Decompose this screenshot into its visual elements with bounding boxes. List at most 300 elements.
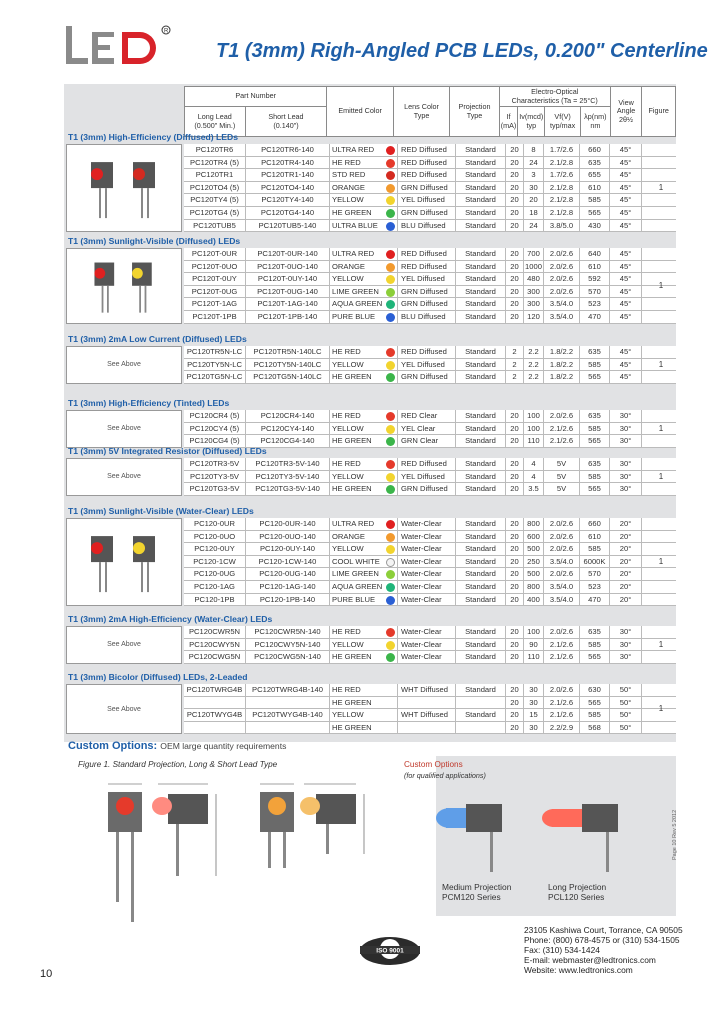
ledtronics-logo [66,24,186,70]
wavelength: 585 [580,639,610,651]
color-swatch-icon [386,437,395,446]
color-swatch-icon [386,425,395,434]
iv-value: 120 [524,311,544,323]
if-value: 20 [506,458,524,470]
view-angle: 45° [610,359,642,371]
iv-header: Iv(mcd) typ [518,107,545,137]
table-row [184,581,676,594]
part-long-lead: PC120TR5N-LC [184,346,246,358]
iv-value: 4 [524,471,544,483]
vf-value: 1.8/2.2 [544,346,580,358]
table-row [184,639,676,652]
lens-type: YEL Diffused [398,273,456,285]
part-short-lead: PC120TWYG4B-140 [246,709,330,721]
view-angle: 45° [610,144,642,156]
part-long-lead: PC120-1PB [184,594,246,606]
view-angle: 20° [610,543,642,555]
vf-value: 2.0/2.6 [544,261,580,273]
if-value: 20 [506,639,524,651]
figure-cell [642,220,676,232]
view-angle: 45° [610,194,642,206]
if-value: 20 [506,568,524,580]
if-value: 20 [506,483,524,495]
figure-cell [642,543,676,555]
section-title: T1 (3mm) Bicolor (Diffused) LEDs, 2-Leaded [68,672,248,682]
table-row [184,483,676,496]
part-short-lead: PC120TR6-140 [246,144,330,156]
view-angle: 20° [610,531,642,543]
color-swatch-icon [386,628,395,637]
lens-type: BLU Diffused [398,311,456,323]
lens-type: YEL Diffused [398,194,456,206]
if-value: 20 [506,410,524,422]
view-angle: 45° [610,182,642,194]
table-row [184,626,676,639]
if-value: 20 [506,543,524,555]
wavelength: 568 [580,722,610,734]
color-swatch-icon [386,545,395,554]
lens-type: GRN Diffused [398,182,456,194]
projection: Standard [456,220,506,232]
part-short-lead: PC120TR4-140 [246,157,330,169]
figure-cell [642,194,676,206]
figure-cell [642,410,676,422]
section-rows [184,410,676,448]
vf-value: 2.0/2.6 [544,568,580,580]
emitted-color: COOL WHITE [330,556,398,568]
section-title: T1 (3mm) Sunlight-Visible (Water-Clear) LEDs [68,506,254,516]
iv-value: 2.2 [524,346,544,358]
wavelength: 585 [580,543,610,555]
part-short-lead: PC120CY4-140 [246,423,330,435]
view-angle: 20° [610,568,642,580]
iv-value: 30 [524,182,544,194]
emitted-color: HE RED [330,410,398,422]
part-short-lead: PC120TY3-5V-140 [246,471,330,483]
short-lead-header: Short Lead (0.140") [245,107,327,137]
lens-type: RED Diffused [398,144,456,156]
product-photo [66,248,182,324]
lens-type: Water-Clear [398,568,456,580]
table-row [184,471,676,484]
part-long-lead: PC120-0UO [184,531,246,543]
lens-type: GRN Diffused [398,371,456,383]
figure-number: 1 [658,704,664,714]
view-angle: 45° [610,207,642,219]
part-long-lead: PC120TWYG4B [184,709,246,721]
iv-value: 800 [524,518,544,530]
part-short-lead: PC120TG5N-140LC [246,371,330,383]
figure-cell [642,261,676,273]
section-rows [184,626,676,664]
view-angle: 50° [610,709,642,721]
figure-cell [642,581,676,593]
if-value: 20 [506,531,524,543]
emitted-color: HE GREEN [330,651,398,663]
lens-type: RED Diffused [398,458,456,470]
color-swatch-icon [386,520,395,529]
color-swatch-icon [386,361,395,370]
table-row [184,261,676,274]
wavelength: 585 [580,423,610,435]
vf-value: 2.0/2.6 [544,684,580,696]
emitted-color: ORANGE [330,182,398,194]
vf-value: 5V [544,458,580,470]
if-value: 2 [506,359,524,371]
part-short-lead: PC120CWY5N-140 [246,639,330,651]
color-swatch-icon [386,313,395,322]
figure-number: 1 [658,639,664,649]
emitted-color: YELLOW [330,471,398,483]
wavelength: 565 [580,651,610,663]
wavelength: 470 [580,594,610,606]
if-value: 20 [506,157,524,169]
if-value: 2 [506,346,524,358]
part-short-lead: PC120T-0UO-140 [246,261,330,273]
section-title: T1 (3mm) 2mA Low Current (Diffused) LEDs [68,334,247,344]
lens-type: YEL Diffused [398,359,456,371]
color-swatch-icon [386,184,395,193]
lens-type: RED Diffused [398,261,456,273]
part-long-lead: PC120TWRG4B [184,684,246,696]
part-short-lead: PC120T-0UG-140 [246,286,330,298]
part-long-lead: PC120CWR5N [184,626,246,638]
wavelength: 610 [580,182,610,194]
iv-value: 30 [524,684,544,696]
vf-value: 2.1/2.8 [544,207,580,219]
part-short-lead: PC120CG4-140 [246,435,330,447]
section-rows [184,248,676,324]
projection: Standard [456,273,506,285]
part-long-lead: PC120T-1PB [184,311,246,323]
projection: Standard [456,556,506,568]
figure-1-box [64,756,434,942]
lens-type: GRN Diffused [398,483,456,495]
table-row [184,697,676,710]
emitted-color: HE RED [330,458,398,470]
section-rows [184,684,676,734]
table-row [184,518,676,531]
lens-type: Water-Clear [398,543,456,555]
vf-value: 2.1/2.6 [544,639,580,651]
emitted-color: PURE BLUE [330,594,398,606]
table-row [184,568,676,581]
part-short-lead: PC120T-0UY-140 [246,273,330,285]
color-swatch-icon [386,473,395,482]
projection: Standard [456,581,506,593]
vf-value: 3.5/4.0 [544,298,580,310]
emitted-color: PURE BLUE [330,311,398,323]
part-long-lead: PC120-1CW [184,556,246,568]
figure-number: 1 [658,423,664,433]
view-angle: 50° [610,697,642,709]
vf-value: 3.5/4.0 [544,556,580,568]
view-angle: 30° [610,639,642,651]
vf-value: 2.1/2.6 [544,423,580,435]
long-lead-header: Long Lead (0.500" Min.) [185,107,246,137]
part-short-lead: PC120CR4-140 [246,410,330,422]
lens-type: WHT Diffused [398,684,456,696]
figure-cell [642,371,676,383]
table-row [184,311,676,324]
section-rows [184,458,676,496]
custom-options-title: Custom Options: OEM large quantity requirements [68,740,287,752]
wavelength: 585 [580,471,610,483]
vf-value: 2.1/2.8 [544,182,580,194]
if-value: 20 [506,273,524,285]
if-value: 20 [506,286,524,298]
part-short-lead: PC120-0UO-140 [246,531,330,543]
table-row [184,531,676,544]
svg-text:R: R [164,28,169,35]
part-long-lead: PC120TY3-5V [184,471,246,483]
section-title: T1 (3mm) 5V Integrated Resistor (Diffused) LEDs [68,446,267,456]
projection: Standard [456,543,506,555]
wavelength: 565 [580,483,610,495]
vf-value: 3.5/4.0 [544,581,580,593]
section-title: T1 (3mm) High-Efficiency (Tinted) LEDs [68,398,230,408]
wavelength: 635 [580,346,610,358]
lens-type: BLU Diffused [398,220,456,232]
figure-1-caption: Figure 1. Standard Projection, Long & Short Lead Type [78,760,278,769]
figure-cell [642,722,676,734]
wavelength: 660 [580,518,610,530]
lens-type: GRN Diffused [398,298,456,310]
view-angle: 30° [610,435,642,447]
lens-type: Water-Clear [398,581,456,593]
if-value: 20 [506,556,524,568]
iv-value: 100 [524,410,544,422]
table-row [184,684,676,697]
figure-cell [642,568,676,580]
color-swatch-icon [386,583,395,592]
vf-value: 2.1/2.6 [544,651,580,663]
figure-number: 1 [658,359,664,369]
figure-number: 1 [658,280,664,290]
vf-value: 2.1/2.8 [544,194,580,206]
part-long-lead: PC120-0UR [184,518,246,530]
wavelength: 592 [580,273,610,285]
projection: Standard [456,471,506,483]
vf-header: Vf(V) typ/max [545,107,581,137]
projection: Standard [456,248,506,260]
if-value: 20 [506,651,524,663]
emitted-color: HE GREEN [330,435,398,447]
part-short-lead: PC120-0UG-140 [246,568,330,580]
projection: Standard [456,651,506,663]
custom-subcaption: (for qualified applications) [404,771,486,780]
iv-value: 4 [524,458,544,470]
emitted-color: HE GREEN [330,483,398,495]
iv-value: 600 [524,531,544,543]
part-long-lead: PC120TY4 (5) [184,194,246,206]
part-long-lead: PC120CG4 (5) [184,435,246,447]
iv-value: 110 [524,651,544,663]
table-row [184,169,676,182]
if-value: 20 [506,194,524,206]
color-swatch-icon [386,196,395,205]
iv-value: 300 [524,286,544,298]
figure-cell [642,518,676,530]
part-short-lead: PC120-1PB-140 [246,594,330,606]
iv-value: 24 [524,157,544,169]
figure-cell [642,458,676,470]
emitted-color: LIME GREEN [330,568,398,580]
vf-value: 3.5/4.0 [544,594,580,606]
wavelength: 660 [580,144,610,156]
figure-header: Figure [642,87,676,137]
lens-type: RED Diffused [398,169,456,181]
view-angle: 30° [610,423,642,435]
if-value: 20 [506,518,524,530]
part-long-lead: PC120-0UG [184,568,246,580]
if-value: 20 [506,581,524,593]
projection: Standard [456,144,506,156]
part-long-lead: PC120TR1 [184,169,246,181]
iv-value: 500 [524,543,544,555]
part-short-lead: PC120TR1-140 [246,169,330,181]
part-long-lead: PC120TG4 (5) [184,207,246,219]
part-long-lead: PC120CWY5N [184,639,246,651]
iv-value: 18 [524,207,544,219]
view-angle: 45° [610,261,642,273]
emitted-color: YELLOW [330,639,398,651]
if-value: 20 [506,594,524,606]
table-row [184,594,676,607]
view-angle: 30° [610,410,642,422]
table-row [184,286,676,299]
table-row [184,556,676,569]
iv-value: 3.5 [524,483,544,495]
color-swatch-icon [386,146,395,155]
view-angle: 20° [610,556,642,568]
view-angle: 45° [610,286,642,298]
iv-value: 8 [524,144,544,156]
emitted-color: HE GREEN [330,697,398,709]
section-rows [184,346,676,384]
wavelength: 640 [580,248,610,260]
wavelength: 630 [580,684,610,696]
table-row [184,709,676,722]
wavelength: 565 [580,371,610,383]
view-angle: 45° [610,346,642,358]
emitted-color: HE RED [330,157,398,169]
if-header: If (mA) [499,107,518,137]
table-row [184,273,676,286]
projection: Standard [456,359,506,371]
emitted-color: YELLOW [330,273,398,285]
if-value: 20 [506,626,524,638]
part-short-lead: PC120TG3-5V-140 [246,483,330,495]
section-title: T1 (3mm) High-Efficiency (Diffused) LEDs [68,132,238,142]
part-short-lead: PC120-0UY-140 [246,543,330,555]
table-row [184,359,676,372]
if-value: 20 [506,169,524,181]
figure-number: 1 [658,471,664,481]
part-number-header: Part Number [185,87,327,107]
wl-header: λp(nm) nm [580,107,610,137]
if-value: 20 [506,248,524,260]
part-long-lead: PC120TO4 (5) [184,182,246,194]
if-value: 20 [506,298,524,310]
color-swatch-icon [386,263,395,272]
iv-value: 700 [524,248,544,260]
vf-value: 2.1/2.6 [544,709,580,721]
view-angle: 30° [610,483,642,495]
iv-value: 250 [524,556,544,568]
vf-value: 2.1/2.6 [544,697,580,709]
figure-cell [642,684,676,696]
table-row [184,722,676,735]
color-swatch-icon [386,485,395,494]
lens-type: YEL Clear [398,423,456,435]
part-short-lead: PC120TY5N-140LC [246,359,330,371]
emitted-color: HE RED [330,684,398,696]
wavelength: 570 [580,568,610,580]
see-above-cell: See Above [66,346,182,384]
iv-value: 400 [524,594,544,606]
table-header [184,86,676,137]
part-short-lead: PC120-1CW-140 [246,556,330,568]
color-swatch-icon [386,558,395,567]
part-long-lead: PC120CWG5N [184,651,246,663]
emitted-color: HE GREEN [330,722,398,734]
iv-value: 100 [524,423,544,435]
part-long-lead: PC120T-0UG [184,286,246,298]
wavelength: 570 [580,286,610,298]
iv-value: 2.2 [524,359,544,371]
medium-projection-label: Medium Projection PCM120 Series [442,882,512,903]
wavelength: 6000K [580,556,610,568]
wavelength: 523 [580,581,610,593]
table-row [184,346,676,359]
if-value: 20 [506,144,524,156]
emitted-color: YELLOW [330,543,398,555]
see-above-cell: See Above [66,626,182,664]
if-value: 20 [506,423,524,435]
led-photo-icon [69,520,179,604]
projection: Standard [456,423,506,435]
section-rows [184,518,676,606]
color-swatch-icon [386,460,395,469]
color-swatch-icon [386,348,395,357]
section-rows [184,144,676,232]
vf-value: 2.0/2.6 [544,543,580,555]
table-row [184,220,676,233]
iv-value: 110 [524,435,544,447]
part-short-lead: PC120T-1AG-140 [246,298,330,310]
if-value: 2 [506,371,524,383]
lens-type: Water-Clear [398,531,456,543]
product-photo [66,518,182,606]
projection [456,697,506,709]
part-short-lead: PC120T-1PB-140 [246,311,330,323]
figure-cell [642,651,676,663]
page-title: T1 (3mm) Righ-Angled PCB LEDs, 0.200" Centerline [216,40,708,62]
lens-type: GRN Clear [398,435,456,447]
iv-value: 30 [524,722,544,734]
iv-value: 15 [524,709,544,721]
part-long-lead: PC120CR4 (5) [184,410,246,422]
color-swatch-icon [386,533,395,542]
figure-1-drawing [64,756,434,942]
projection: Standard [456,157,506,169]
part-short-lead: PC120T-0UR-140 [246,248,330,260]
page-number: 10 [40,968,53,980]
color-swatch-icon [386,222,395,231]
wavelength: 610 [580,261,610,273]
iv-value: 2.2 [524,371,544,383]
